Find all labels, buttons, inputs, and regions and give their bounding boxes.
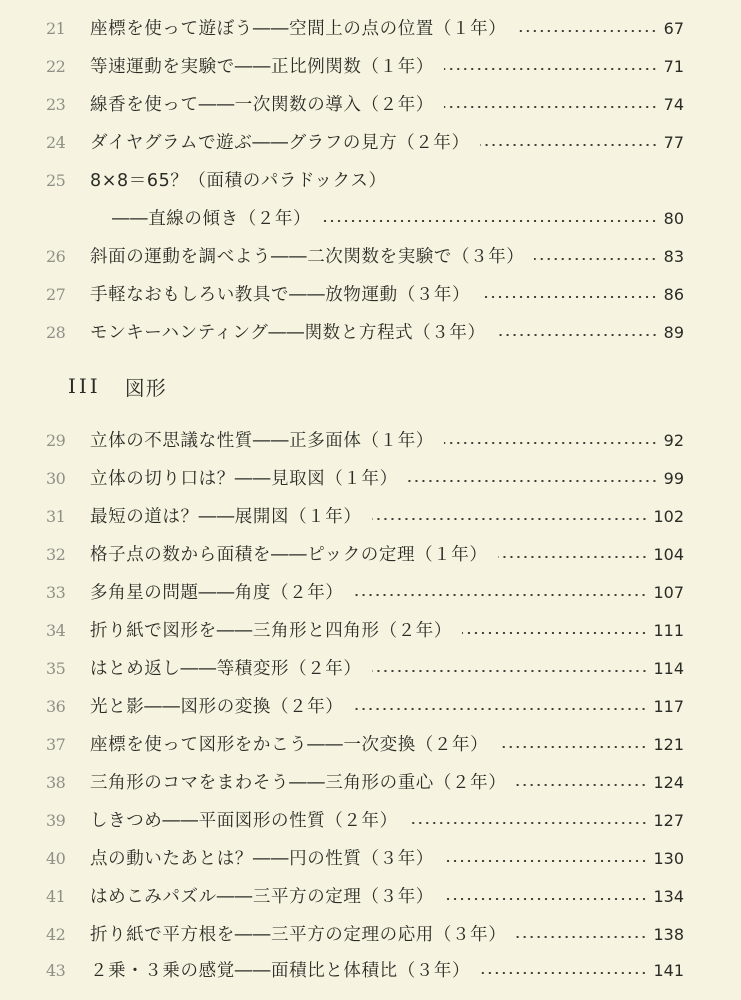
entry-title: 点の動いたあとは？――円の性質（３年） xyxy=(90,849,434,869)
entry-number: 30 xyxy=(46,469,66,488)
entry-title: 多角星の問題――角度（２年） xyxy=(90,583,344,603)
entry-title: モンキーハンティング――関数と方程式（３年） xyxy=(90,323,486,343)
page-number: 104 xyxy=(653,545,684,564)
dot-leader xyxy=(444,68,658,70)
toc-entry-39[interactable] xyxy=(0,806,741,836)
entry-number: 22 xyxy=(46,57,66,76)
entry-number: 35 xyxy=(46,659,66,678)
dot-leader xyxy=(496,334,658,336)
entry-number: 26 xyxy=(46,247,66,266)
page-number: 77 xyxy=(663,133,684,152)
entry-title: 折り紙で図形を――三角形と四角形（２年） xyxy=(90,621,452,641)
page-number: 111 xyxy=(653,621,684,640)
entry-title: 座標を使って図形をかこう――一次変換（２年） xyxy=(90,735,489,755)
entry-title: 折り紙で平方根を――三平方の定理の応用（３年） xyxy=(90,925,507,945)
dot-leader xyxy=(408,822,648,824)
entry-number: 31 xyxy=(46,507,66,526)
entry-title: 等速運動を実験で――正比例関数（１年） xyxy=(90,57,434,77)
toc-entry-27[interactable] xyxy=(0,280,741,310)
entry-title: 格子点の数から面積を――ピックの定理（１年） xyxy=(90,545,488,565)
page-number: 138 xyxy=(653,925,684,944)
entry-title: しきつめ――平面図形の性質（２年） xyxy=(90,811,398,831)
entry-number: 21 xyxy=(46,19,66,38)
entry-number: 24 xyxy=(46,133,66,152)
page-number: 141 xyxy=(653,961,684,980)
page-number: 71 xyxy=(663,57,684,76)
entry-number: 43 xyxy=(46,961,66,980)
dot-leader xyxy=(534,258,657,260)
dot-leader xyxy=(516,784,647,786)
toc-entry-34[interactable] xyxy=(0,616,741,646)
entry-title: 立体の不思議な性質――正多面体（１年） xyxy=(90,431,434,451)
entry-title: 光と影――図形の変換（２年） xyxy=(90,697,344,717)
entry-number: 38 xyxy=(46,773,66,792)
entry-title: 8×8＝65？（面積のパラドックス） xyxy=(90,171,387,191)
dot-leader xyxy=(353,594,647,596)
entry-number: 25 xyxy=(46,171,66,190)
entry-title: はとめ返し――等積変形（２年） xyxy=(90,659,362,679)
entry-title: ――直線の傾き（２年） xyxy=(112,209,312,229)
toc-entry-43[interactable] xyxy=(0,956,741,986)
dot-leader xyxy=(444,860,648,862)
entry-title: 手軽なおもしろい教具で――放物運動（３年） xyxy=(90,285,471,305)
entry-number: 32 xyxy=(46,545,66,564)
toc-entry-41[interactable] xyxy=(0,882,741,912)
page-number: 117 xyxy=(653,697,684,716)
entry-number: 36 xyxy=(46,697,66,716)
page-number: 89 xyxy=(663,323,684,342)
toc-entry-35[interactable] xyxy=(0,654,741,684)
entry-title: 線香を使って――一次関数の導入（２年） xyxy=(90,95,434,115)
page-number: 107 xyxy=(653,583,684,602)
dot-leader xyxy=(516,30,657,32)
page-number: 127 xyxy=(653,811,684,830)
page-number: 83 xyxy=(663,247,684,266)
dot-leader xyxy=(372,670,648,672)
toc-entry-42[interactable] xyxy=(0,920,741,950)
entry-number: 37 xyxy=(46,735,66,754)
dot-leader xyxy=(444,442,658,444)
dot-leader xyxy=(353,708,647,710)
toc-entry-38[interactable] xyxy=(0,768,741,798)
toc-entry-24[interactable] xyxy=(0,128,741,158)
page-number: 67 xyxy=(663,19,684,38)
dot-leader xyxy=(372,518,648,520)
toc-entry-37[interactable] xyxy=(0,730,741,760)
toc-entry-32[interactable] xyxy=(0,540,741,570)
toc-entry-26[interactable] xyxy=(0,242,741,272)
entry-title: はめこみパズル――三平方の定理（３年） xyxy=(90,887,434,907)
entry-number: 40 xyxy=(46,849,66,868)
section-heading[interactable] xyxy=(68,368,167,404)
entry-title: 立体の切り口は？――見取図（１年） xyxy=(90,469,398,489)
page-number: 130 xyxy=(653,849,684,868)
toc-entry-29[interactable] xyxy=(0,426,741,456)
dot-leader xyxy=(444,898,648,900)
entry-number: 39 xyxy=(46,811,66,830)
toc-entry-31[interactable] xyxy=(0,502,741,532)
page-number: 134 xyxy=(653,887,684,906)
entry-title: ダイヤグラムで遊ぶ――グラフの見方（２年） xyxy=(90,133,470,153)
toc-entry-25[interactable] xyxy=(0,166,741,196)
dot-leader xyxy=(444,106,658,108)
page-number: 102 xyxy=(653,507,684,526)
dot-leader xyxy=(480,144,658,146)
dot-leader xyxy=(498,556,648,558)
section-title: 図形 xyxy=(124,375,167,400)
entry-number: 42 xyxy=(46,925,66,944)
page-number: 80 xyxy=(663,209,684,228)
section-numeral: III xyxy=(68,374,101,398)
entry-number: 28 xyxy=(46,323,66,342)
entry-title: 座標を使って遊ぼう――空間上の点の位置（１年） xyxy=(90,19,507,39)
page-number: 74 xyxy=(663,95,684,114)
dot-leader xyxy=(462,632,647,634)
page-number: 99 xyxy=(663,469,684,488)
toc-entry-21[interactable] xyxy=(0,14,741,44)
page-number: 124 xyxy=(653,773,684,792)
dot-leader xyxy=(480,972,647,974)
entry-title: 斜面の運動を調べよう――二次関数を実験で（３年） xyxy=(90,247,525,267)
entry-title: 最短の道は？――展開図（１年） xyxy=(90,507,362,527)
toc-entry-23[interactable] xyxy=(0,90,741,120)
toc-entry-22[interactable] xyxy=(0,52,741,82)
page-number: 121 xyxy=(653,735,684,754)
toc-entry-28[interactable] xyxy=(0,318,741,348)
page-number: 92 xyxy=(663,431,684,450)
page-number: 86 xyxy=(663,285,684,304)
entry-number: 33 xyxy=(46,583,66,602)
entry-number: 29 xyxy=(46,431,66,450)
toc-entry-30[interactable] xyxy=(0,464,741,494)
entry-title: ２乗・３乗の感覚――面積比と体積比（３年） xyxy=(90,961,471,981)
entry-number: 41 xyxy=(46,887,66,906)
entry-number: 34 xyxy=(46,621,66,640)
dot-leader xyxy=(408,480,658,482)
toc-entry-33[interactable] xyxy=(0,578,741,608)
dot-leader xyxy=(498,746,647,748)
entry-number: 23 xyxy=(46,95,66,114)
toc-entry-36[interactable] xyxy=(0,692,741,722)
dot-leader xyxy=(516,936,647,938)
toc-entry-40[interactable] xyxy=(0,844,741,874)
entry-number: 27 xyxy=(46,285,66,304)
dot-leader xyxy=(321,220,658,222)
entry-title: 三角形のコマをまわそう――三角形の重心（２年） xyxy=(90,773,507,793)
toc-entry-25-continued[interactable] xyxy=(0,204,741,234)
dot-leader xyxy=(480,296,658,298)
page-number: 114 xyxy=(653,659,684,678)
